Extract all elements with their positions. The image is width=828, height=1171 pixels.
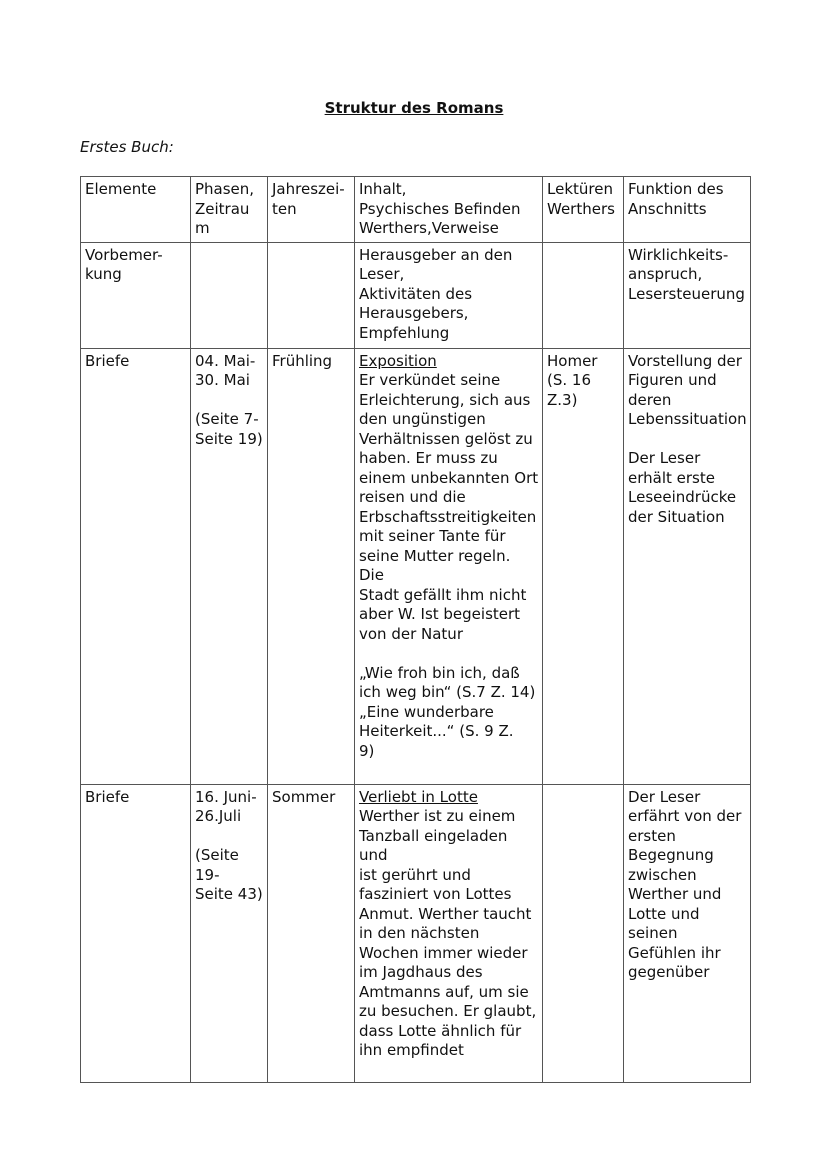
book-heading: Erstes Buch: [80, 138, 174, 156]
cell-content-text: Er verkündet seine Erleichterung, sich aus den ungünstigen Verhältnissen gelöst zu haben. Er muss zu einem unbekannten Ort reisen und die Erbschaftsstreitigkeiten mit seiner Tante für seine Mutter regeln. Die Stadt gefällt ihm nicht aber W. Ist begeistert von der Natur „Wie froh bin ich, daß ich weg bin“ (S.7 Z. 14) „Eine wunderbare Heiterkeit...“ (S. 9 Z. 9) [359, 371, 539, 760]
cell-season: Sommer [268, 784, 355, 1082]
cell-phase: 04. Mai- 30. Mai (Seite 7- Seite 19) [191, 348, 268, 784]
cell-element: Vorbemer- kung [81, 242, 191, 348]
header-inhalt: Inhalt, Psychisches Befinden Werthers,Verweise [355, 177, 543, 243]
cell-season: Frühling [268, 348, 355, 784]
cell-function: Der Leser erfährt von der ersten Begegnung zwischen Werther und Lotte und seinen Gefühlen ihr gegenüber [624, 784, 751, 1082]
cell-content-text: Werther ist zu einem Tanzball eingeladen und ist gerührt und fasziniert von Lottes Anmut. Werther taucht in den nächsten Wochen immer wieder im Jagdhaus des Amtmanns auf, um sie zu besuchen. Er glaubt, dass Lotte ähnlich für ihn empfindet [359, 807, 537, 1059]
cell-element: Briefe [81, 348, 191, 784]
header-elemente: Elemente [81, 177, 191, 243]
cell-element: Briefe [81, 784, 191, 1082]
cell-function: Vorstellung der Figuren und deren Lebenssituation Der Leser erhält erste Leseeindrücke der Situation [624, 348, 751, 784]
table-row [81, 242, 751, 348]
document-title: Struktur des Romans [324, 99, 504, 117]
header-phasen: Phasen, Zeitraum [191, 177, 268, 243]
cell-content-heading: Exposition [359, 351, 437, 370]
table-header-row [81, 177, 751, 243]
header-lektueren: Lektüren Werthers [543, 177, 624, 243]
cell-content [355, 784, 543, 1082]
table-row [81, 784, 751, 1082]
header-jahreszeiten: Jahreszei- ten [268, 177, 355, 243]
structure-table [80, 176, 751, 1083]
cell-reading [543, 242, 624, 348]
table-row [81, 348, 751, 784]
cell-content-heading: Verliebt in Lotte [359, 787, 478, 806]
cell-phase: 16. Juni- 26.Juli (Seite 19- Seite 43) [191, 784, 268, 1082]
header-funktion: Funktion des Anschnitts [624, 177, 751, 243]
cell-phase [191, 242, 268, 348]
cell-season [268, 242, 355, 348]
cell-reading [543, 784, 624, 1082]
cell-content [355, 348, 543, 784]
cell-content-text: Herausgeber an den Leser, Aktivitäten des Herausgebers, Empfehlung [359, 245, 513, 342]
cell-content [355, 242, 543, 348]
cell-reading: Homer (S. 16 Z.3) [543, 348, 624, 784]
cell-function: Wirklichkeits- anspruch, Lesersteuerung [624, 242, 751, 348]
